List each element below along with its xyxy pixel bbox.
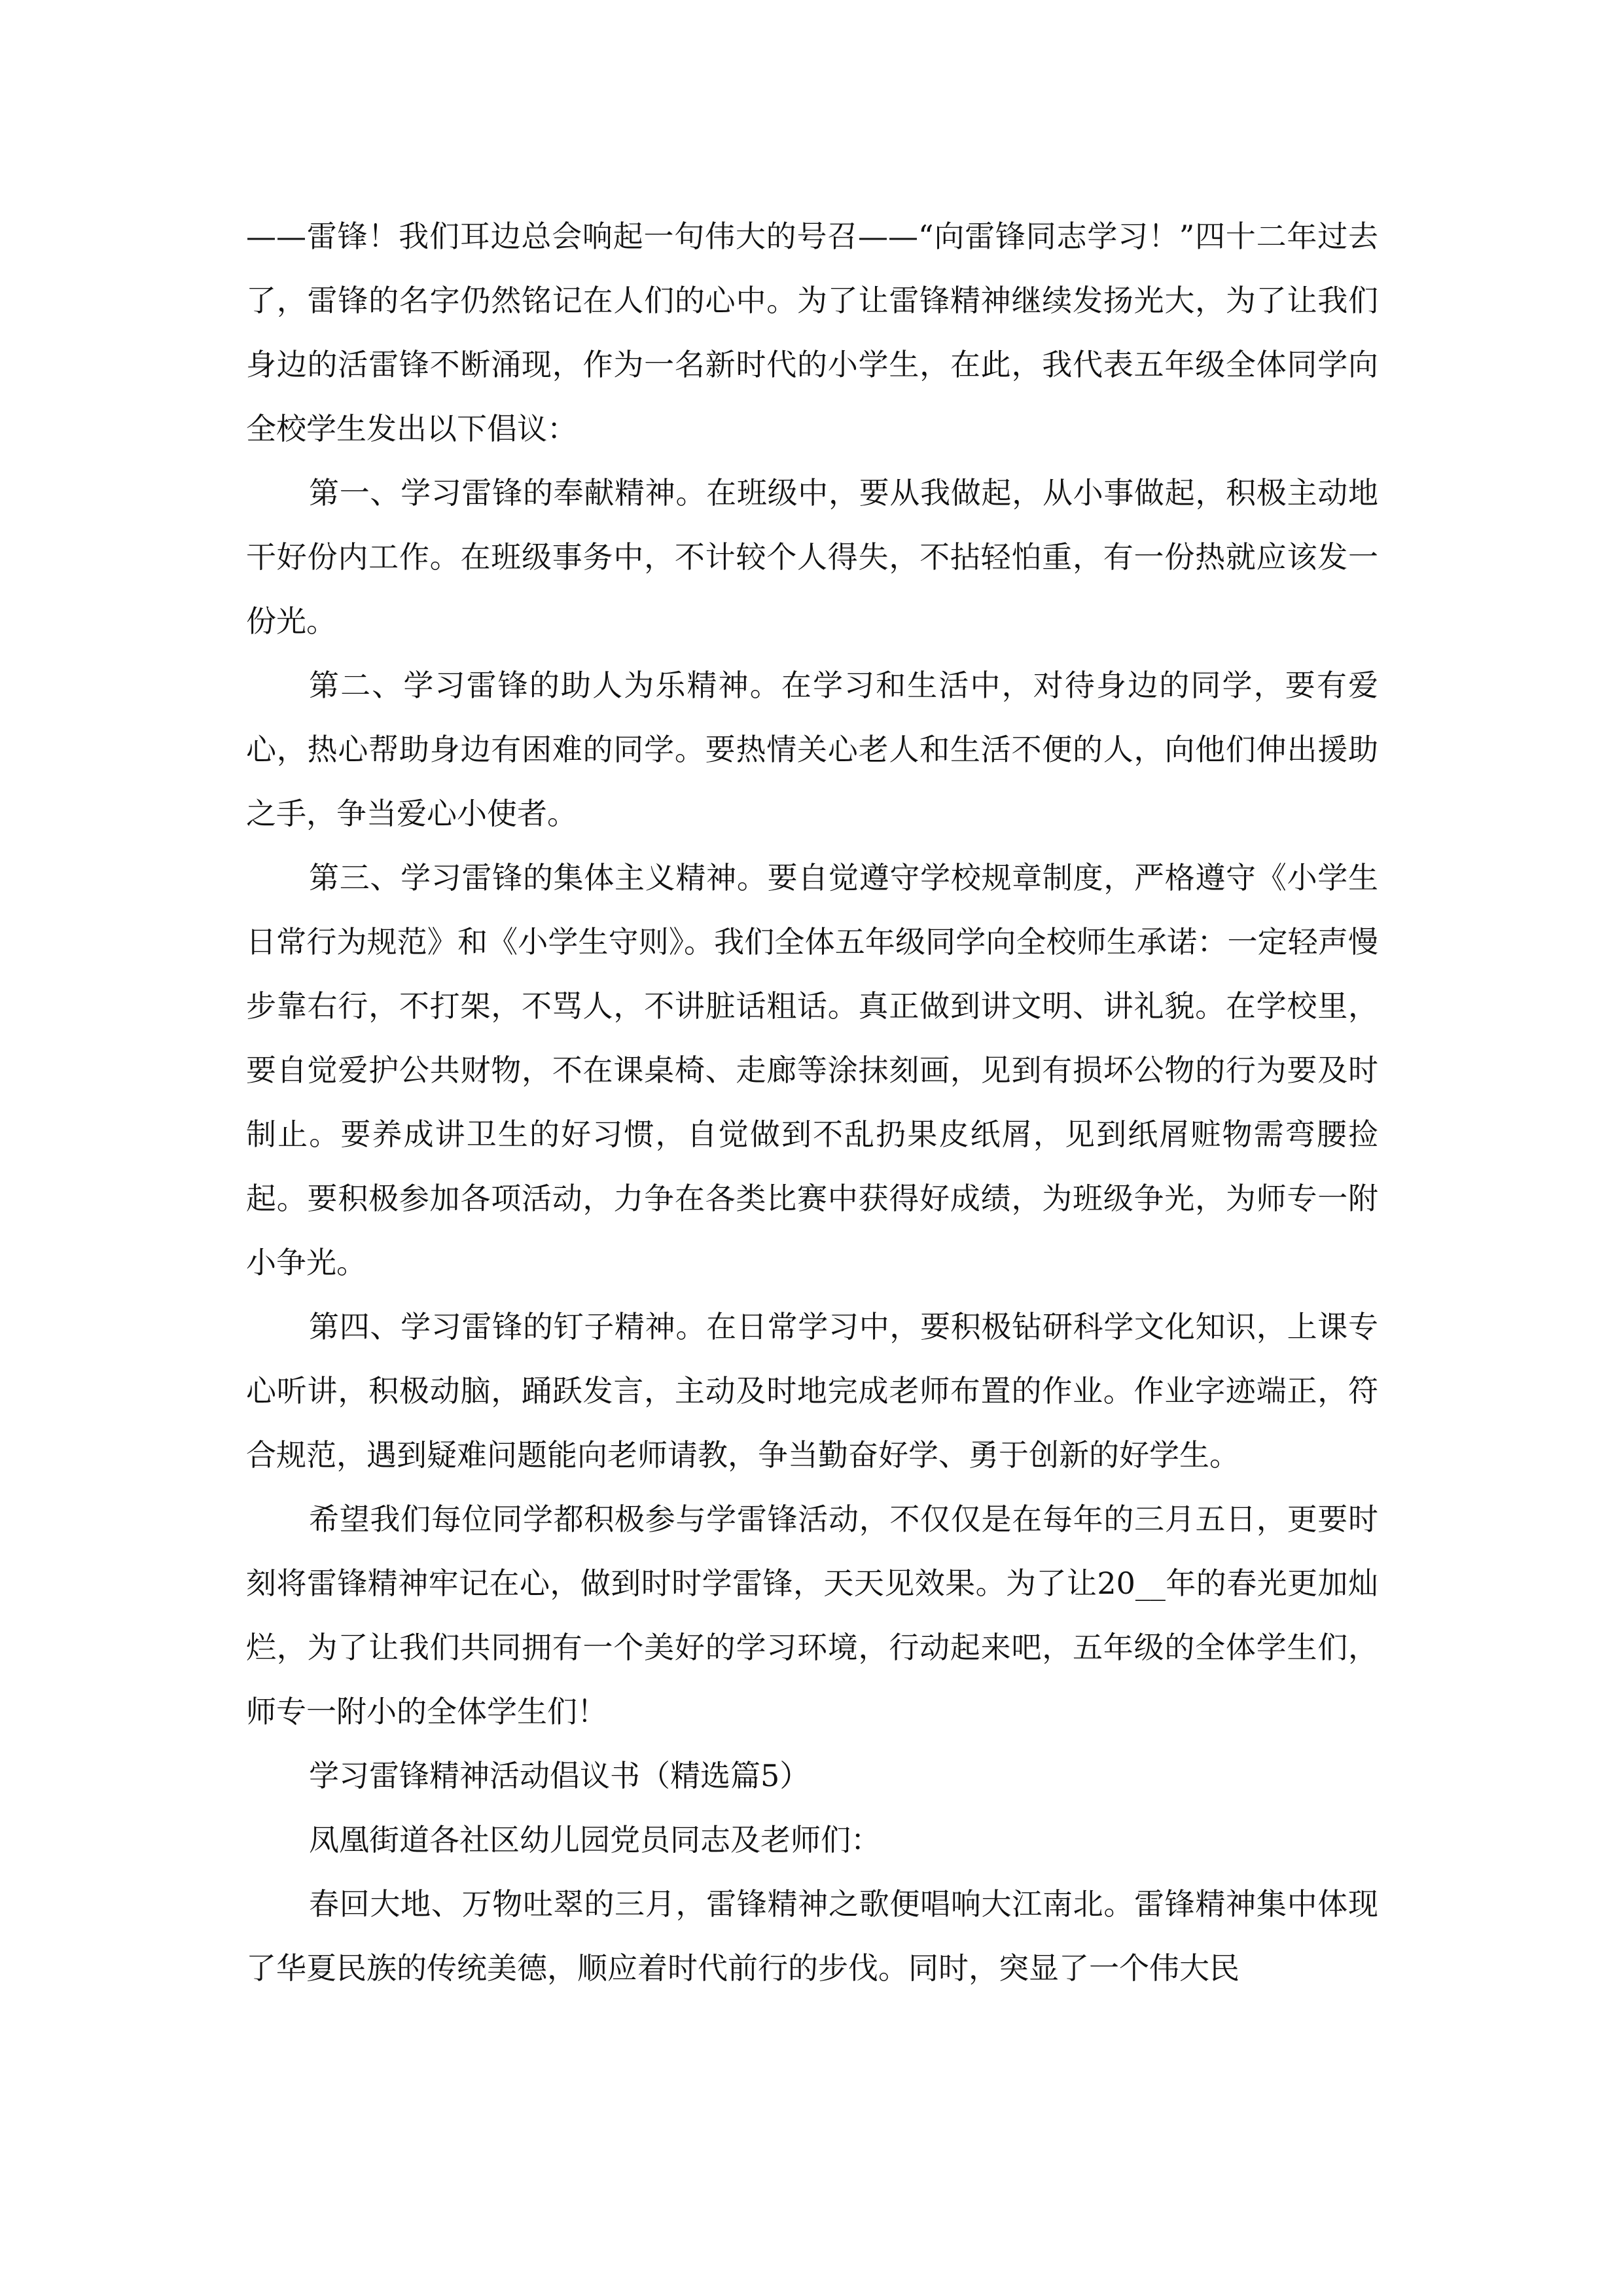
section-heading: 学习雷锋精神活动倡议书（精选篇5）	[309, 1758, 810, 1793]
paragraph-point-one: 第一、学习雷锋的奉献精神。在班级中，要从我做起，从小事做起，积极主动地干好份内工作。在班级事务中，不计较个人得失，不拈轻怕重，有一份热就应该发一份光。	[246, 475, 1378, 639]
paragraph-closing-hope: 希望我们每位同学都积极参与学雷锋活动，不仅仅是在每年的三月五日，更要时刻将雷锋精神牢记在心，做到时时学雷锋，天天见效果。为了让20__年的春光更加灿烂，为了让我们共同拥有一个美好的学习环境，行动起来吧，五年级的全体学生们，师专一附小的全体学生们！	[246, 1501, 1378, 1729]
paragraph-opening-call: ——雷锋！我们耳边总会响起一句伟大的号召——“向雷锋同志学习！”四十二年过去了，雷锋的名字仍然铭记在人们的心中。为了让雷锋精神继续发扬光大，为了让我们身边的活雷锋不断涌现，作为一名新时代的小学生，在此，我代表五年级全体同学向全校学生发出以下倡议：	[246, 219, 1378, 446]
paragraph-point-three: 第三、学习雷锋的集体主义精神。要自觉遵守学校规章制度，严格遵守《小学生日常行为规范》和《小学生守则》。我们全体五年级同学向全校师生承诺：一定轻声慢步靠右行，不打架，不骂人，不讲脏话粗话。真正做到讲文明、讲礼貌。在学校里，要自觉爱护公共财物，不在课桌椅、走廊等涂抹刻画，见到有损坏公物的行为要及时制止。要养成讲卫生的好习惯，自觉做到不乱扔果皮纸屑，见到纸屑赃物需弯腰捡起。要积极参加各项活动，力争在各类比赛中获得好成绩，为班级争光，为师专一附小争光。	[246, 860, 1378, 1280]
document-body	[246, 204, 1378, 2000]
salutation: 凤凰街道各社区幼儿园党员同志及老师们：	[309, 1822, 881, 1857]
paragraph-spring-intro: 春回大地、万物吐翠的三月，雷锋精神之歌便唱响大江南北。雷锋精神集中体现了华夏民族的传统美德，顺应着时代前行的步伐。同时，突显了一个伟大民	[246, 1886, 1378, 1986]
paragraph-point-two: 第二、学习雷锋的助人为乐精神。在学习和生活中，对待身边的同学，要有爱心，热心帮助身边有困难的同学。要热情关心老人和生活不便的人，向他们伸出援助之手，争当爱心小使者。	[246, 668, 1378, 831]
paragraph-point-four: 第四、学习雷锋的钉子精神。在日常学习中，要积极钻研科学文化知识，上课专心听讲，积极动脑，踊跃发言，主动及时地完成老师布置的作业。作业字迹端正，符合规范，遇到疑难问题能向老师请教，争当勤奋好学、勇于创新的好学生。	[246, 1309, 1378, 1473]
